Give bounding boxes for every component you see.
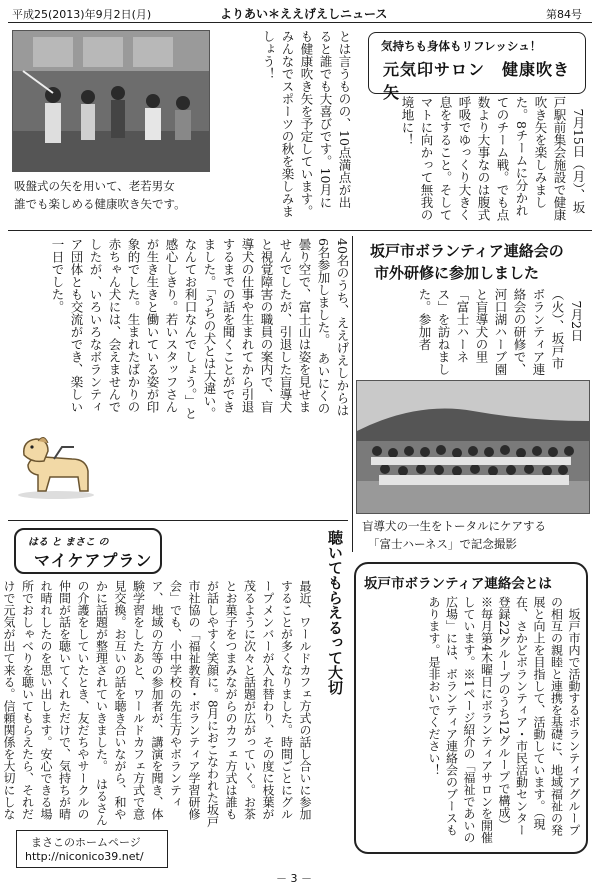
info-box: [354, 562, 588, 854]
article1-body-1: 7月15日（月）、坂戸駅前集会施設で健康吹き矢を楽しみました。8チームに分かれてのチーム戦。でも点数より大事なのは腹式呼吸でゆっくり大きく息をすること。そしてマトに向かって無我の境地に！: [400, 96, 586, 221]
header-issue: 第84号: [546, 8, 582, 21]
article2-headline-2: 市外研修に参加しました: [374, 264, 540, 282]
article2-body-top: 7月2日（火）、坂戸市ボランティア連絡会の研修で、河口湖ハーブ園と盲導犬の里「富士ハーネス」を訪ねました。参加者: [417, 288, 584, 376]
article1-body-2: とは言うものの、10点満点が出ると誰でも大喜びです。10月にも健康吹き矢を予定しています。みんなでスポーツの秋を楽しみましょう！: [261, 30, 352, 218]
homepage-url[interactable]: http://niconico39.net/: [25, 850, 144, 863]
article1-title-box: [368, 32, 586, 102]
homepage-box: [16, 830, 168, 868]
header-date: 平成25(2013)年9月2日(月): [12, 8, 152, 21]
mycare-body: 最近、ワールドカフェ方式の話し合いに参加することが多くなりました。時間ごとにグループメンバーが入れ替わり、その度に枝葉が茂るように次々と話題が広がっていく。お茶とお菓子をつまみながらのカフェ方式は誰もが話しやすく笑顔に。8月におこなわれた坂戸市社協の「福祉教育・ボランティア学習研修会」でも、小中学校の先生方やボランティア、地域の方等の参加者が、講演を聞き、体験学習をしたあと、ワールドカフェ方式で意見交換。お互いの話を聴き合いながら、和やかに話題が整理されていきました。 はるさんの介護をしていたとき、友だちやサークルの仲間が話を聴いてくれただけで、気持ちが晴れ晴れしたのを思い出します。安心できる場所でおしゃべりを聴いてもらえたら、それだけで元気が出て来る。信頼関係を大切にしな: [2, 580, 312, 828]
info-box-title: 坂戸市ボランティア連絡会とは: [364, 576, 552, 592]
group-photo: [356, 380, 590, 514]
column-rule: [352, 236, 353, 552]
section-rule-1: [8, 230, 592, 231]
article1-tagline: 気持ちも身体もリフレッシュ！: [381, 39, 542, 53]
blowgun-photo: [12, 30, 210, 172]
group-photo-caption-1: 盲導犬の一生をトータルにケアする: [362, 519, 546, 533]
article2-headline-1: 坂戸市ボランティア連絡会の: [370, 242, 564, 260]
mycare-headline: 聴いてもらえるって大切: [326, 530, 344, 695]
section-rule-2: [8, 520, 348, 521]
homepage-label: まさこのホームページ: [31, 836, 141, 849]
group-photo-caption-2: 「富士ハーネス」で記念撮影: [368, 537, 517, 551]
mycare-logo-small: はる と まさこ の: [28, 537, 109, 548]
info-box-body: 坂戸市内で活動するボランティアグループの相互の親睦と連携を基礎に、地域福祉の発展と向上を目指して、活動しています。（現在、さかどボランティア・市民活動センター登録22グループのうち12グループで構成） ※毎月第4木曜日にボランティアサロンを開催しています。※1ページ紹介の「福祉であいの広場」には、ボランティア連絡会のブースもあります。是非おいでください！: [427, 596, 581, 844]
page-number: － 3 －: [276, 872, 312, 885]
guide-dog-illustration: [14, 425, 98, 501]
header-rule: [8, 22, 592, 23]
blowgun-caption: 吸盤式の矢を用いて、老若男女 誰でも楽しめる健康吹き矢です。: [14, 179, 186, 211]
mycare-logo-big: マイケアプラン: [34, 551, 153, 570]
header-title: よりあい＊ええげえしニュース: [220, 7, 388, 21]
article2-body-main: 40名のうち、ええげえしからは6名参加しました。 あいにくの曇り空で、富士山は姿を見せませんでしたが、引退した盲導犬と視覚障害の職員の案内で、盲導犬の仕事や生まれてから引退するまでの話を聞くことができました。「うちの犬とは大違い。なんてお利口なんでしょう。」と感心しきり。若いスタッフさんが生き生きと働いている姿が印象的でした。生まれたばかりの赤ちゃん犬には、会えませんでしたが、いろいろなボランティア団体とも交流ができ、楽しい一日でした。: [50, 238, 350, 420]
article1-headline: 元気印サロン 健康吹き矢: [383, 60, 571, 102]
mycare-logo: [14, 528, 162, 574]
